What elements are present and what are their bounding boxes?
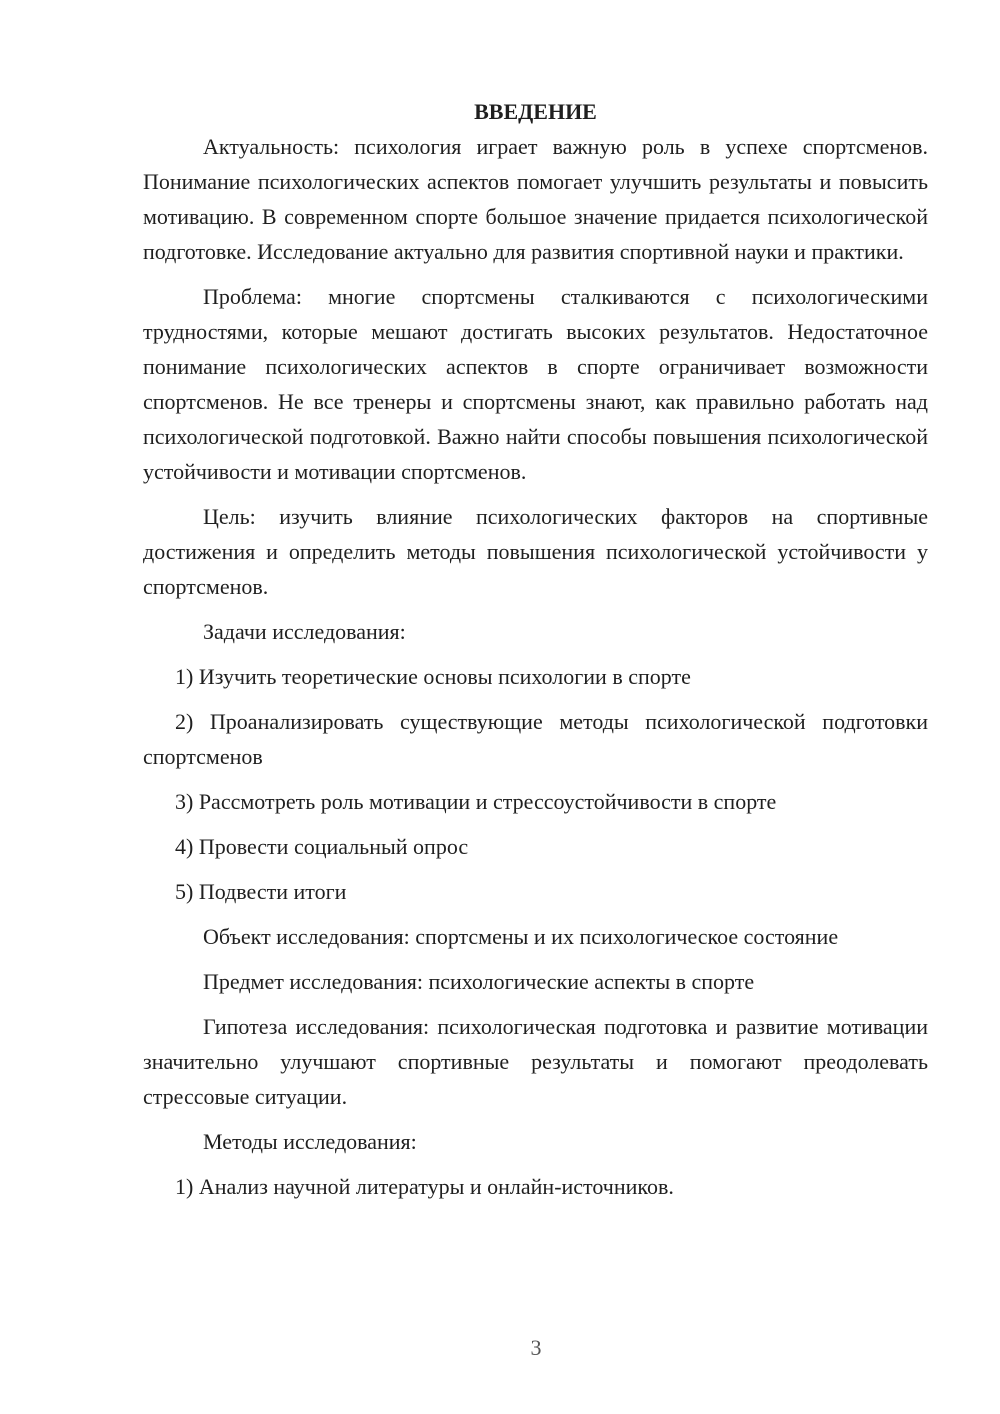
section-title: ВВЕДЕНИЕ (474, 99, 597, 124)
task-item-5: 5) Подвести итоги (175, 879, 347, 904)
task-item-3: 3) Рассмотреть роль мотивации и стрессоустойчивости в спорте (175, 789, 777, 814)
page-number: 3 (530, 1335, 542, 1360)
tasks-heading: Задачи исследования: (203, 619, 406, 644)
methods-heading: Методы исследования: (203, 1129, 417, 1154)
paragraph-relevance: Актуальность: психология играет важную роль в успехе спортсменов. Понимание психологических аспектов помогает улучшить результаты и повысить мотивацию. В современном спорте большое значение придается психологической подготовке. Исследование актуально для развития спортивной науки и практики. (143, 134, 928, 264)
paragraph-problem: Проблема: многие спортсмены сталкиваются с психологическими трудностями, которые мешают достигать высоких результатов. Недостаточное понимание психологических аспектов в спорте ограничивает возможности спортсменов. Не все тренеры и спортсмены знают, как правильно работать над психологической подготовкой. Важно найти способы повышения психологической устойчивости и мотивации спортсменов. (143, 284, 928, 484)
paragraph-goal: Цель: изучить влияние психологических факторов на спортивные достижения и определить методы повышения психологической устойчивости у спортсменов. (143, 504, 928, 599)
paragraph-hypothesis: Гипотеза исследования: психологическая подготовка и развитие мотивации значительно улучшают спортивные результаты и помогают преодолевать стрессовые ситуации. (143, 1014, 928, 1109)
task-item-2: 2) Проанализировать существующие методы психологической подготовки спортсменов (143, 709, 928, 769)
task-item-4: 4) Провести социальный опрос (175, 834, 469, 859)
paragraph-object: Объект исследования: спортсмены и их психологическое состояние (203, 924, 839, 949)
paragraph-subject: Предмет исследования: психологические аспекты в спорте (203, 969, 755, 994)
document-body (143, 94, 928, 1214)
task-item-1: 1) Изучить теоретические основы психологии в спорте (175, 664, 691, 689)
method-item-1: 1) Анализ научной литературы и онлайн-источников. (175, 1174, 674, 1199)
